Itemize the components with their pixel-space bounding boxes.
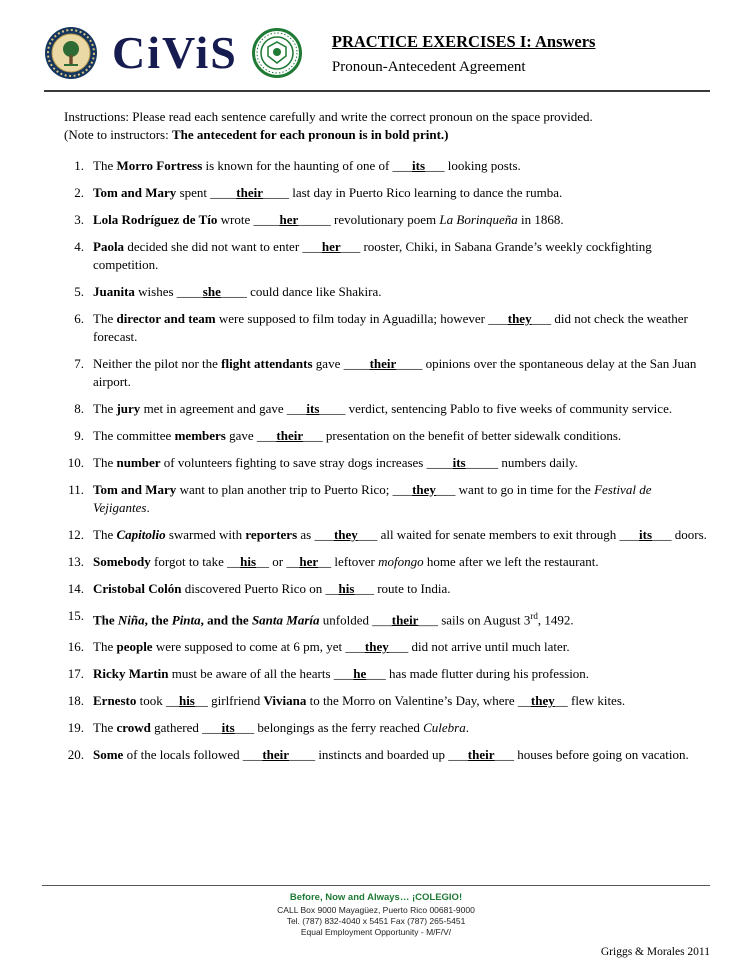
answer-blank: her bbox=[321, 239, 341, 254]
exercise-text: Cristobal Colón discovered Puerto Rico on __his___ route to India. bbox=[93, 581, 451, 596]
exercise-item bbox=[62, 310, 710, 346]
answer-blank: their bbox=[236, 185, 263, 200]
instructions-note-bold: The antecedent for each pronoun is in bold print.) bbox=[171, 127, 449, 142]
exercise-item bbox=[62, 719, 710, 737]
footer-divider bbox=[42, 885, 710, 886]
exercise-item bbox=[62, 427, 710, 445]
exercise-number: 2. bbox=[74, 185, 84, 200]
exercise-item bbox=[62, 238, 710, 274]
footer-address: CALL Box 9000 Mayagüez, Puerto Rico 00681-9000 bbox=[277, 905, 475, 915]
header bbox=[44, 26, 710, 80]
exercise-text: Juanita wishes ____she____ could dance like Shakira. bbox=[93, 284, 382, 299]
exercise-number: 17. bbox=[67, 666, 84, 682]
exercise-number: 10. bbox=[67, 455, 84, 470]
exercise-text: Tom and Mary want to plan another trip to Puerto Rico; ___they___ want to go in time for the Festival de Vejigantes. bbox=[93, 482, 652, 515]
answer-blank: his bbox=[240, 554, 257, 569]
answer-blank: her bbox=[299, 554, 319, 569]
logo-group bbox=[44, 26, 302, 80]
exercise-item bbox=[62, 665, 710, 683]
answer-blank: its bbox=[221, 720, 235, 736]
exercise-item bbox=[62, 400, 710, 418]
instructions-line: Instructions: Please read each sentence carefully and write the correct pronoun on the space provided. bbox=[64, 109, 593, 124]
exercise-number: 15. bbox=[67, 608, 84, 623]
instructions-note-prefix: (Note to instructors: bbox=[64, 127, 172, 142]
answer-blank: they bbox=[412, 482, 436, 497]
exercise-number: 12. bbox=[67, 527, 84, 542]
answer-blank: their bbox=[262, 747, 290, 763]
exercise-item bbox=[62, 355, 710, 391]
exercise-item bbox=[62, 692, 710, 710]
exercise-text: Somebody forgot to take __his__ or __her__ leftover mofongo home after we left the restaurant. bbox=[93, 554, 599, 569]
exercise-number: 7. bbox=[74, 356, 84, 371]
page-title: PRACTICE EXERCISES I: Answers bbox=[331, 32, 596, 51]
header-divider bbox=[44, 90, 710, 92]
exercise-text: Lola Rodríguez de Tío wrote ____her_____ revolutionary poem La Borinqueña in 1868. bbox=[93, 212, 564, 227]
exercise-text: Ernesto took __his__ girlfriend Viviana to the Morro on Valentine’s Day, where __they__ flew kites. bbox=[93, 693, 626, 709]
exercise-text: The director and team were supposed to film today in Aguadilla; however ___they___ did not check the weather forecast. bbox=[93, 311, 688, 344]
answer-blank: their bbox=[391, 612, 419, 628]
title-block bbox=[332, 30, 596, 76]
exercise-number: 9. bbox=[74, 428, 84, 443]
answer-blank: its bbox=[452, 455, 466, 470]
answer-blank: his bbox=[178, 693, 195, 709]
exercise-number: 4. bbox=[74, 239, 84, 254]
footer bbox=[42, 885, 710, 958]
exercise-item bbox=[62, 638, 710, 656]
exercise-item bbox=[62, 746, 710, 764]
exercise-number: 3. bbox=[74, 212, 84, 227]
exercise-number: 11. bbox=[68, 482, 84, 497]
exercise-number: 18. bbox=[67, 693, 84, 709]
answer-blank: their bbox=[467, 747, 495, 763]
answer-blank: they bbox=[530, 693, 555, 709]
exercise-number: 5. bbox=[74, 284, 84, 299]
exercise-item bbox=[62, 157, 710, 175]
exercise-number: 8. bbox=[74, 401, 84, 416]
exercise-text: Neither the pilot nor the flight attendants gave ____their____ opinions over the spontaneous delay at the San Juan airport. bbox=[93, 356, 697, 389]
exercise-text: The crowd gathered ___its___ belongings as the ferry reached Culebra. bbox=[93, 720, 469, 736]
exercise-text: The people were supposed to come at 6 pm, yet ___they___ did not arrive until much later. bbox=[93, 639, 570, 655]
exercise-text: The Morro Fortress is known for the haunting of one of ___its___ looking posts. bbox=[93, 158, 521, 173]
footer-phone: Tel. (787) 832-4040 x 5451 Fax (787) 265-5451 bbox=[286, 916, 466, 926]
exercise-item bbox=[62, 580, 710, 598]
exercise-number: 13. bbox=[67, 554, 84, 569]
exercise-number: 1. bbox=[74, 158, 84, 173]
exercise-text: The number of volunteers fighting to save stray dogs increases ____its_____ numbers daily. bbox=[93, 455, 578, 470]
exercise-text: The Niña, the Pinta, and the Santa María unfolded ___their___ sails on August 3rd, 1492. bbox=[93, 611, 574, 628]
exercise-item bbox=[62, 607, 710, 629]
answer-blank: they bbox=[364, 639, 389, 655]
answer-blank: he bbox=[353, 666, 367, 682]
footer-eeo: Equal Employment Opportunity - M/F/V/ bbox=[300, 927, 452, 937]
exercise-text: Ricky Martin must be aware of all the hearts ___he___ has made flutter during his profession. bbox=[93, 666, 590, 682]
instructions bbox=[64, 108, 710, 144]
exercise-item bbox=[62, 184, 710, 202]
exercise-item bbox=[62, 211, 710, 229]
answer-blank: its bbox=[412, 158, 426, 173]
college-seal-icon bbox=[252, 28, 302, 78]
exercise-item bbox=[62, 454, 710, 472]
exercise-item bbox=[62, 526, 710, 544]
answer-blank: its bbox=[306, 401, 320, 416]
answer-blank: they bbox=[333, 527, 358, 542]
exercise-item bbox=[62, 481, 710, 517]
exercise-text: Paola decided she did not want to enter ___her___ rooster, Chiki, in Sabana Grande’s weekly cockfighting competition. bbox=[93, 239, 652, 272]
exercise-text: Tom and Mary spent ____their____ last day in Puerto Rico learning to dance the rumba. bbox=[93, 185, 563, 200]
exercise-text: Some of the locals followed ___their____ instincts and boarded up ___their___ houses before going on vacation. bbox=[93, 747, 689, 763]
answer-blank: their bbox=[369, 356, 397, 371]
answer-blank: his bbox=[338, 581, 355, 596]
answer-blank: her bbox=[279, 212, 299, 227]
exercise-item bbox=[62, 553, 710, 571]
exercise-text: The jury met in agreement and gave ___its____ verdict, sentencing Pablo to five weeks of community service. bbox=[93, 401, 673, 416]
exercise-text: The committee members gave ___their___ presentation on the benefit of better sidewalk conditions. bbox=[93, 428, 622, 443]
university-seal-icon bbox=[44, 26, 98, 80]
exercise-number: 20. bbox=[67, 747, 84, 763]
exercise-number: 6. bbox=[74, 311, 84, 326]
exercise-number: 16. bbox=[67, 639, 84, 655]
exercise-list bbox=[62, 157, 710, 764]
footer-motto: Before, Now and Always… ¡COLEGIO! bbox=[289, 892, 463, 903]
exercise-text: The Capitolio swarmed with reporters as ___they___ all waited for senate members to exit through ___its___ doors. bbox=[93, 527, 707, 542]
exercise-number: 19. bbox=[67, 720, 84, 736]
exercise-number: 14. bbox=[67, 581, 84, 596]
answer-blank: their bbox=[276, 428, 304, 443]
answer-blank: its bbox=[639, 527, 653, 542]
footer-credit: Griggs & Morales 2011 bbox=[600, 946, 710, 958]
page-subtitle: Pronoun-Antecedent Agreement bbox=[331, 59, 526, 75]
civis-logo: CiViS bbox=[112, 27, 238, 78]
answer-blank: she bbox=[202, 284, 221, 299]
answer-blank: they bbox=[507, 311, 532, 326]
exercise-item bbox=[62, 283, 710, 301]
